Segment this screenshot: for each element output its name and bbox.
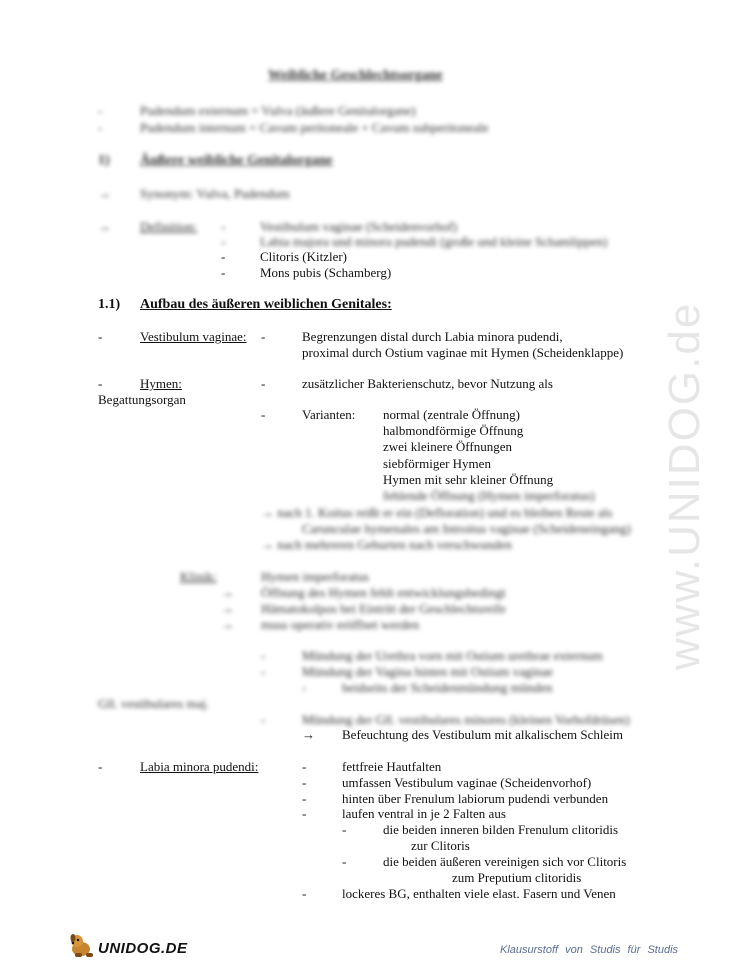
definition-item: Mons pubis (Schamberg) [260, 265, 392, 280]
variant-item: siebförmiger Hymen [383, 456, 491, 471]
synonym-arrow: → [98, 186, 111, 201]
klinik-text: muss operativ eröffnet werden [261, 617, 420, 632]
definition-item: Labia majora und minora pudendi (große und kleine Schamlippen) [260, 234, 608, 249]
gl-arrow: → [302, 727, 315, 742]
variant-item: halbmondförmige Öffnung [383, 423, 524, 438]
muendung-dash: - [261, 664, 266, 679]
variants-label: Varianten: [302, 407, 356, 422]
hymen-note: Carunculae hymenales am Introitus vaginae (Scheideneingang) [302, 521, 631, 536]
vestibulum-label: Vestibulum vaginae: [140, 329, 247, 344]
definition-dash: - [221, 234, 226, 249]
labia-sub-text: zur Clitoris [411, 838, 470, 853]
gl-text: Mündung der Gll. vestibulares minores (kleinen Vorhofdrüsen) [302, 712, 630, 727]
klinik-text: Hymen imperforatus [261, 569, 369, 584]
intro-dash: - [98, 120, 103, 135]
labia-item-dash: - [302, 775, 307, 790]
definition-item: Vestibulum vaginae (Scheidenvorhof) [260, 219, 458, 234]
labia-sub-dash: - [342, 854, 347, 869]
hymen-dash: - [261, 407, 266, 422]
klinik-arrow: → [221, 585, 234, 600]
klinik-arrow: → [221, 617, 234, 632]
labia-item: laufen ventral in je 2 Falten aus [342, 806, 506, 821]
definition-dash: - [221, 249, 226, 264]
labia-item: umfassen Vestibulum vaginae (Scheidenvorhof) [342, 775, 592, 790]
klinik-text: Hämatokolpos bei Eintritt der Geschlechtsreife [261, 601, 506, 616]
muendung-text: beidseits der Scheidenmündung münden [342, 680, 553, 695]
labia-item: fettfreie Hautfalten [342, 759, 442, 774]
watermark: www.UNIDOG.de [660, 301, 709, 670]
variant-item: Hymen mit sehr kleiner Öffnung [383, 472, 554, 487]
hymen-note: → nach 1. Koitus reißt er ein (Defloration) und es bleiben Reste als [261, 505, 613, 520]
muendung-text: Mündung der Urethra vorn mit Ostium urethrae externum [302, 648, 603, 663]
labia-item-dash: - [302, 886, 307, 901]
vestibulum-dash: - [98, 329, 103, 344]
labia-item: hinten über Frenulum labiorum pudendi verbunden [342, 791, 609, 806]
gl-label: Gll. vestibulares maj. [98, 696, 210, 711]
footer-tagline: Klausurstoff von Studis für Studis [500, 944, 679, 956]
definition-dash: - [221, 265, 226, 280]
section-title: Äußere weibliche Genitalorgane [140, 153, 333, 168]
hymen-text-wrap: Begattungsorgan [98, 392, 186, 407]
definition-item: Clitoris (Kitzler) [260, 249, 348, 264]
klinik-label: Klinik: [180, 569, 217, 584]
hymen-dash: - [98, 376, 103, 391]
dog-icon [68, 930, 98, 960]
unidog-logo[interactable] [68, 930, 188, 962]
labia-sub-text: zum Preputium clitoridis [452, 870, 582, 885]
hymen-dash: - [261, 376, 266, 391]
page-title: Weibliche Geschlechtsorgane [268, 68, 443, 83]
labia-item-dash: - [302, 791, 307, 806]
logo-text: UNIDOG.DE [98, 940, 188, 957]
klinik-arrow: → [221, 601, 234, 616]
vestibulum-dash: - [261, 329, 266, 344]
variant-item: fehlende Öffnung (Hymen imperforatus) [383, 488, 595, 503]
labia-item-dash: - [302, 806, 307, 821]
labia-item-dash: - [302, 759, 307, 774]
labia-dash: - [98, 759, 103, 774]
synonym-text: Synonym: Vulva, Pudendum [140, 186, 290, 201]
subsection-title: Aufbau des äußeren weiblichen Genitales: [140, 297, 392, 312]
labia-sub-text: die beiden äußeren vereinigen sich vor Clitoris [383, 854, 627, 869]
muendung-dash: - [261, 648, 266, 663]
klinik-text: Öffnung des Hymen fehlt entwicklungsbedingt [261, 585, 506, 600]
gl-dash: - [261, 712, 266, 727]
intro-text: Pudendum externum = Vulva (äußere Genitalorgane) [140, 103, 416, 118]
intro-text: Pudendum internum = Cavum peritoneale + Cavum subperitoneale [140, 120, 489, 135]
hymen-text: zusätzlicher Bakterienschutz, bevor Nutzung als [302, 376, 553, 391]
variant-item: normal (zentrale Öffnung) [383, 407, 520, 422]
definition-arrow: → [98, 219, 111, 234]
labia-label: Labia minora pudendi: [140, 759, 259, 774]
definition-dash: - [221, 219, 226, 234]
hymen-note: → nach mehreren Geburten nach verschwunden [261, 537, 512, 552]
labia-item: lockeres BG, enthalten viele elast. Fasern und Venen [342, 886, 616, 901]
subsection-number: 1.1) [98, 297, 121, 312]
variant-item: zwei kleinere Öffnungen [383, 439, 512, 454]
muendung-dash: - [302, 680, 307, 695]
muendung-text: Mündung der Vagina hinten mit Ostium vaginae [302, 664, 554, 679]
intro-dash: - [98, 103, 103, 118]
vestibulum-text: proximal durch Ostium vaginae mit Hymen (Scheidenklappe) [302, 345, 624, 360]
labia-sub-text: die beiden inneren bilden Frenulum clitoridis [383, 822, 619, 837]
hymen-label: Hymen: [140, 376, 182, 391]
section-number: 1) [98, 153, 110, 168]
vestibulum-text: Begrenzungen distal durch Labia minora pudendi, [302, 329, 563, 344]
gl-arrow-text: Befeuchtung des Vestibulum mit alkalischem Schleim [342, 727, 624, 742]
labia-sub-dash: - [342, 822, 347, 837]
definition-label: Definition: [140, 219, 198, 234]
